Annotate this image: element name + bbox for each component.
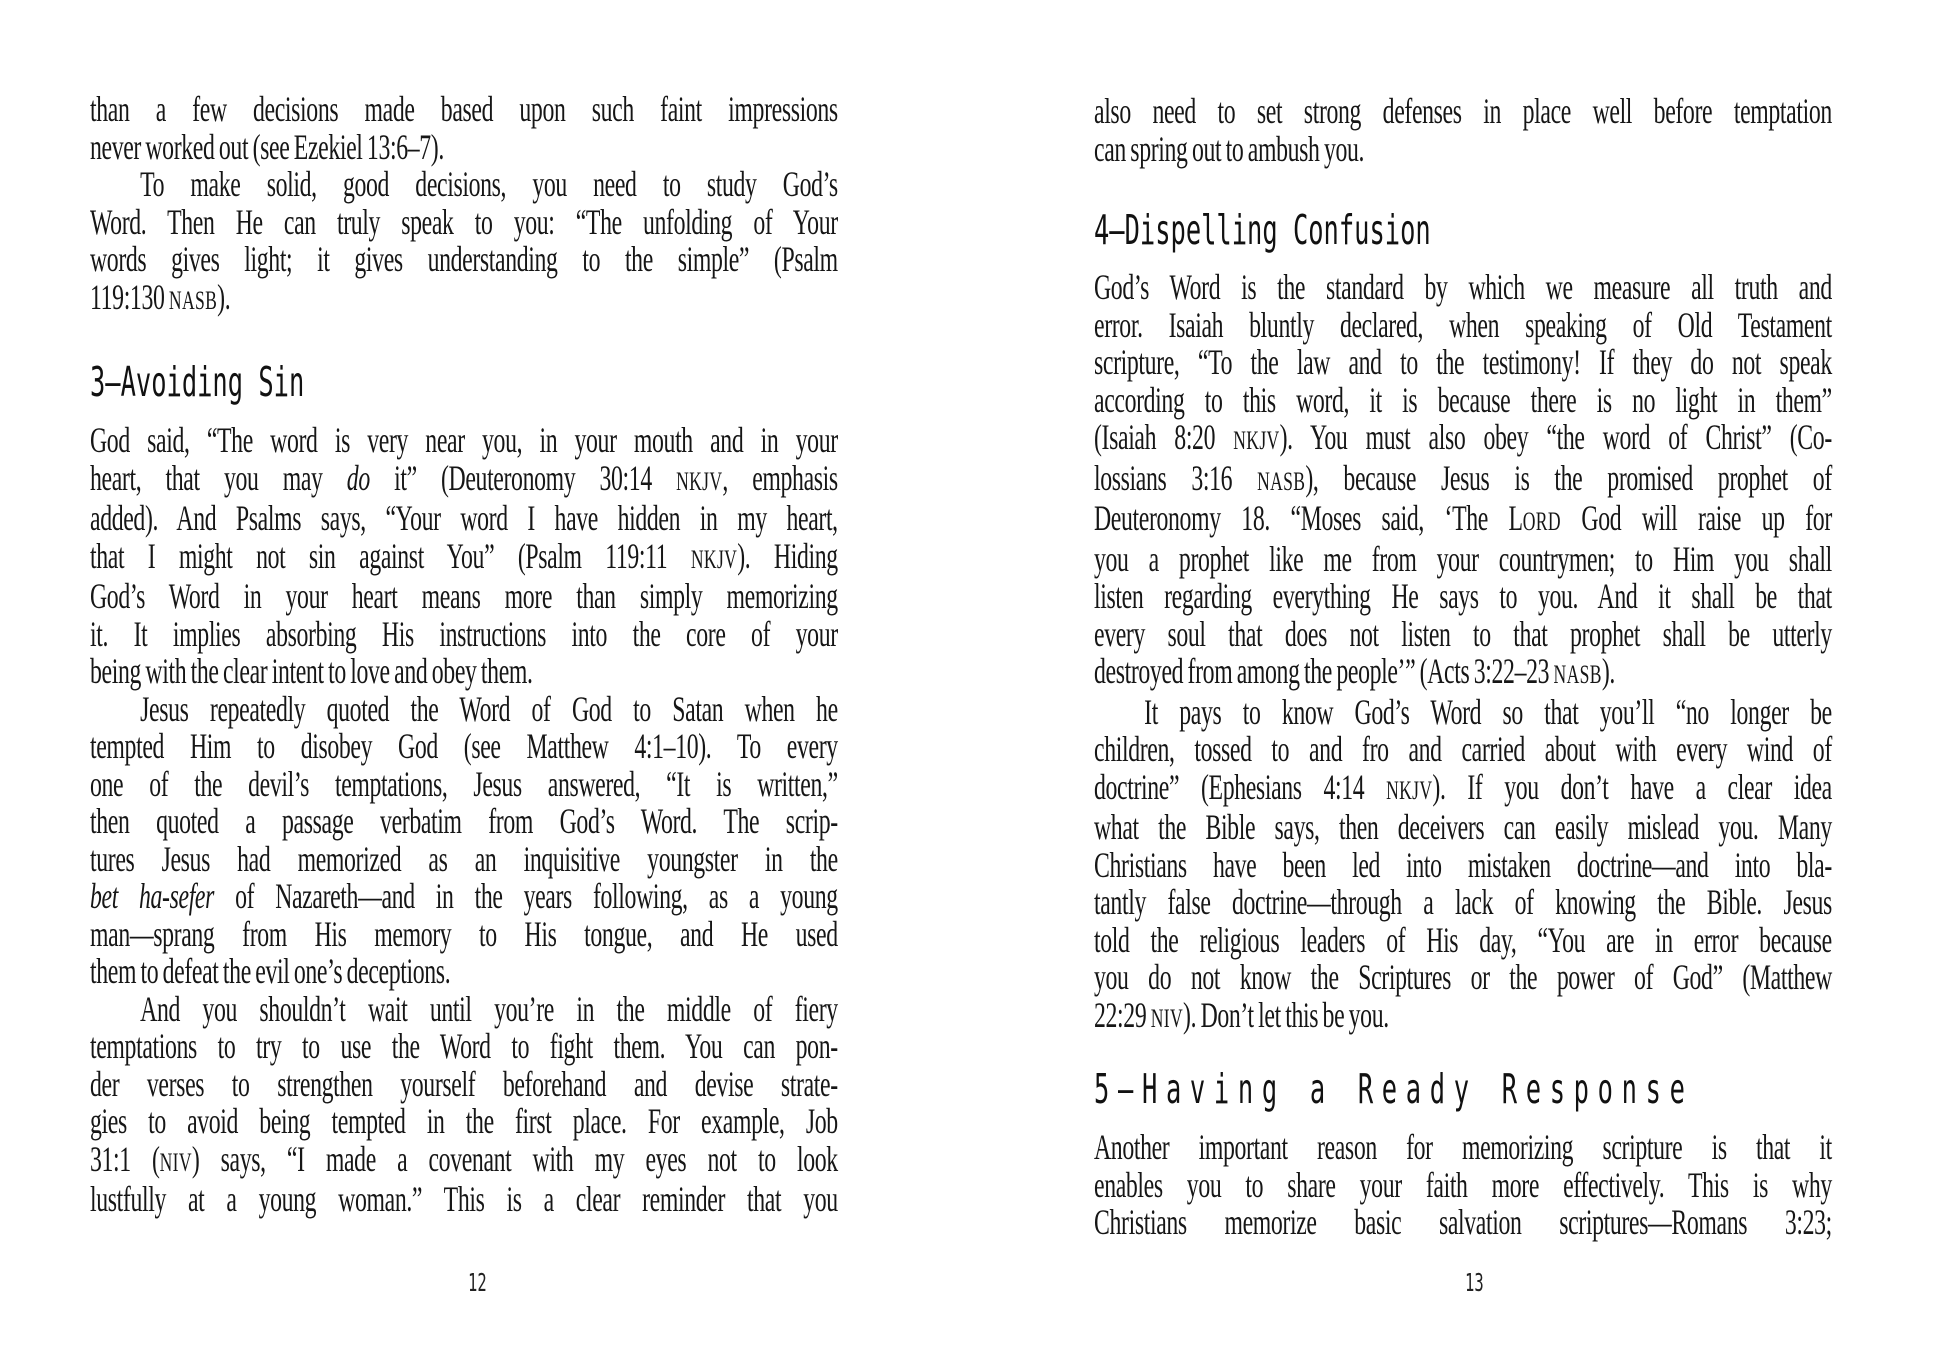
text-line: To make solid, good decisions, you need to study God’s [140, 164, 838, 204]
text-line: error. Isaiah bluntly declared, when speaking of Old Testament [1094, 304, 1832, 345]
text-line: gies to avoid being tempted in the first place. For example, Job [90, 1101, 838, 1141]
text-line: then quoted a passage verbatim from God’s Word. The scrip- [90, 801, 838, 841]
text-line: And you shouldn’t wait until you’re in the middle of fiery [140, 988, 838, 1029]
text-line: scripture, “To the law and to the testimony! If they do not speak [1094, 342, 1832, 382]
section-heading-avoiding-sin: 3–Avoiding Sin [90, 358, 305, 406]
paragraph [1094, 269, 1832, 1037]
text-line: it. It implies absorbing His instructions into the core of your [90, 613, 838, 654]
text-line: Christians have been led into mistaken doctrine—and into bla- [1094, 844, 1832, 885]
text-line: according to this word, it is because there is no light in them” [1094, 379, 1832, 420]
text-line: enables you to share your faith more effectively. This is why [1094, 1164, 1832, 1205]
text-line: God’s Word in your heart means more than simply memorizing [90, 576, 838, 616]
section-heading-ready-response: 5–Having a Ready Response [1094, 1065, 1694, 1113]
text-line: told the religious leaders of His day, “You are in error because [1094, 919, 1832, 960]
text-line: Christians memorize basic salvation scriptures—Romans 3:23; [1094, 1202, 1832, 1242]
text-line: tantly false doctrine—through a lack of knowing the Bible. Jesus [1094, 882, 1832, 922]
text-line: destroyed from among the people’” (Acts 3:22–23 NASB). [1094, 651, 1615, 691]
text-line: lossians 3:16 NASB), because Jesus is the promised prophet of [1094, 457, 1832, 498]
text-line: listen regarding everything He says to you. And it shall be that [1094, 576, 1832, 616]
text-line: It pays to know God’s Word so that you’ll “no longer be [1144, 691, 1832, 732]
text-line: them to defeat the evil one’s deceptions. [90, 951, 451, 991]
text-line: words gives light; it gives understanding to the simple” (Psalm [90, 239, 838, 279]
text-line: doctrine” (Ephesians 4:14 NKJV). If you don’t have a clear idea [1094, 766, 1832, 807]
section-heading-dispelling-confusion: 4–Dispelling Confusion [1094, 206, 1431, 254]
text-line: 31:1 (NIV) says, “I made a covenant with my eyes not to look [90, 1138, 838, 1179]
text-line: that I might not sin against You” (Psalm 119:11 NKJV). Hiding [90, 535, 838, 576]
text-line: what the Bible says, then deceivers can easily mislead you. Many [1094, 807, 1832, 847]
paragraph [90, 91, 838, 319]
text-line: (Isaiah 8:20 NKJV). You must also obey “the word of Christ” (Co- [1094, 417, 1832, 457]
page-number-right: 13 [1465, 1268, 1484, 1297]
text-line: tempted Him to disobey God (see Matthew 4:1–10). To every [90, 726, 838, 766]
paragraph [1094, 93, 1832, 168]
text-line: lustfully at a young woman.” This is a clear reminder that you [90, 1179, 838, 1219]
text-line: than a few decisions made based upon such faint impressions [90, 89, 838, 129]
text-line: you a prophet like me from your countrymen; to Him you shall [1094, 538, 1832, 579]
text-line: you do not know the Scriptures or the power of God” (Matthew [1094, 957, 1832, 997]
text-line: tures Jesus had memorized as an inquisitive youngster in the [90, 838, 838, 879]
text-line: Jesus repeatedly quoted the Word of God to Satan when he [140, 688, 838, 729]
text-line: heart, that you may do it” (Deuteronomy 30:14 NKJV, emphasis [90, 457, 838, 498]
text-line: one of the devil’s temptations, Jesus answered, “It is written,” [90, 763, 838, 804]
text-line: added). And Psalms says, “Your word I have hidden in my heart, [90, 498, 838, 538]
text-line: 22:29 NIV). Don’t let this be you. [1094, 994, 1389, 1035]
text-line: man—sprang from His memory to His tongue, and He used [90, 913, 838, 954]
text-line: God said, “The word is very near you, in your mouth and in your [90, 420, 838, 460]
paragraph [1094, 1129, 1832, 1242]
text-line: Deuteronomy 18. “Moses said, ‘The LORD God will raise up for [1094, 498, 1832, 538]
page-number-left: 12 [468, 1268, 487, 1297]
text-line: also need to set strong defenses in place well before temptation [1094, 91, 1832, 131]
text-line: never worked out (see Ezekiel 13:6–7). [90, 126, 444, 167]
text-line: children, tossed to and fro and carried about with every wind of [1094, 729, 1832, 769]
text-line: temptations to try to use the Word to fight them. You can pon- [90, 1026, 838, 1066]
text-line: Word. Then He can truly speak to you: “The unfolding of Your [90, 201, 838, 242]
text-line: 119:130 NASB). [90, 276, 231, 317]
text-line: bet ha-sefer of Nazareth—and in the years following, as a young [90, 876, 838, 916]
paragraph [90, 422, 838, 1219]
text-line: can spring out to ambush you. [1094, 128, 1365, 169]
text-line: being with the clear intent to love and obey them. [90, 651, 533, 691]
text-line: der verses to strengthen yourself beforehand and devise strate- [90, 1063, 838, 1104]
text-line: every soul that does not listen to that prophet shall be utterly [1094, 613, 1832, 654]
text-line: Another important reason for memorizing scripture is that it [1094, 1127, 1832, 1167]
text-line: God’s Word is the standard by which we measure all truth and [1094, 267, 1832, 307]
